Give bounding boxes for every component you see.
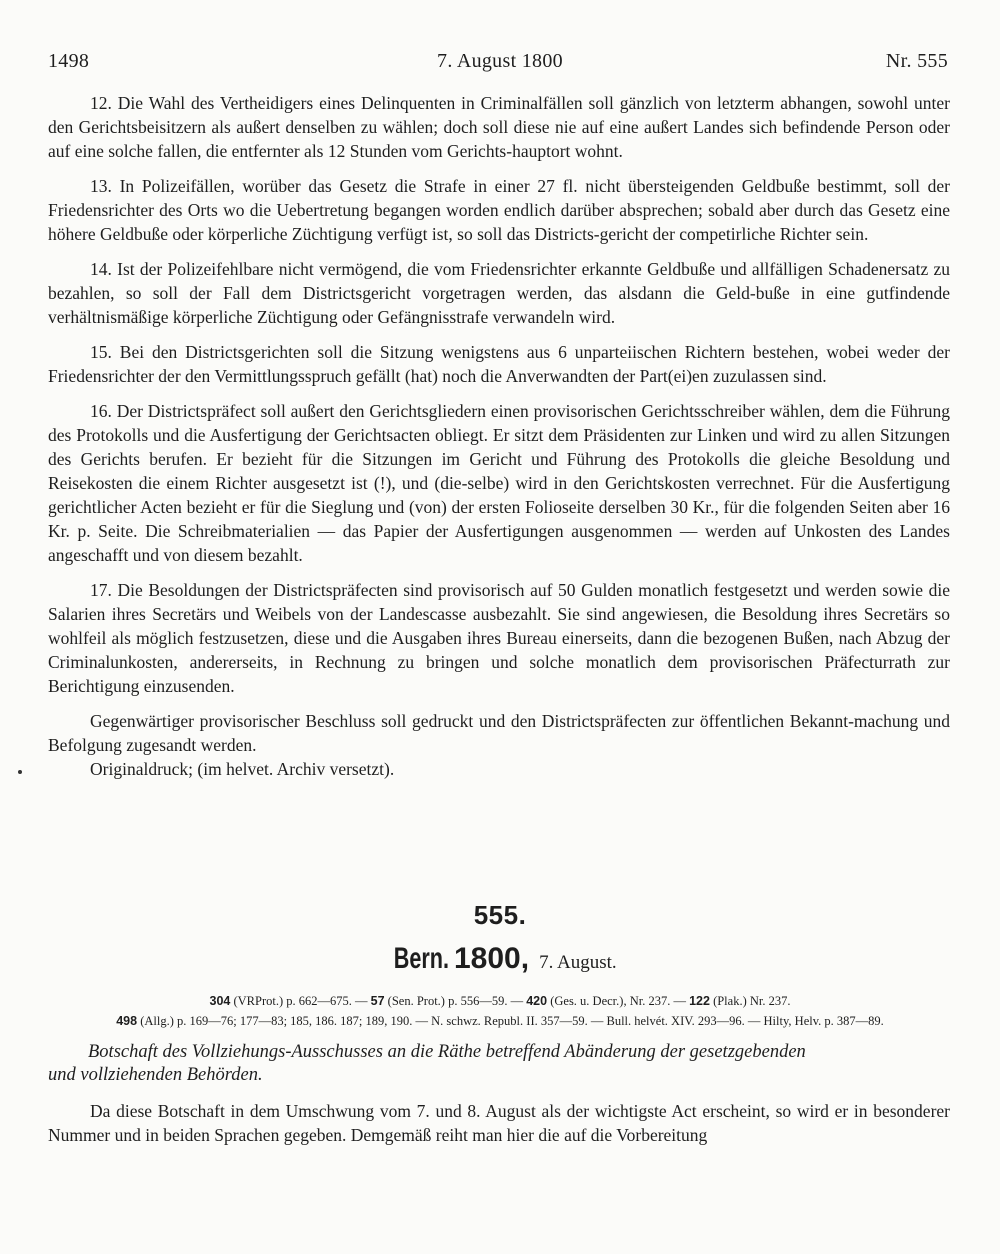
ref-number: 304 bbox=[209, 994, 231, 1008]
ref-number: 57 bbox=[370, 994, 385, 1008]
ref-number: 420 bbox=[526, 994, 548, 1008]
paragraph-16: 16. Der Districtspräfect soll außert den Gerichtsgliedern einen provisorischen Gerichtsschreiber wählen, dem die Führung des Protokolls und die Ausfertigung der Gerichtsacten obliegt. Er sitzt dem Präsidenten zur Linken und wird zu allen Sitzungen des Gerichts berufen. Er bezieht für die Sitzungen im Gericht und Führung des Protokolls die gleiche Besoldung und Reisekosten die einem Richter ausgesetzt ist (!), und (die-selbe) wird in den Gerichtskosten verrechnet. Für die Ausfertigung gerichtlicher Acten bezieht er für die Sieglung und (von) der ersten Folioseite derselben 30 Kr., für die folgenden Seiten aber 16 Kr. p. Seite. Die Schreibmaterialien — das Papier der Ausfertigungen ausgenommen — werden auf Unkosten des Landes angeschafft und von diesem bezahlt. bbox=[48, 401, 950, 565]
ref-number: 498 bbox=[116, 1014, 138, 1028]
paragraph-15: 15. Bei den Districtsgerichten soll die Sitzung wenigstens aus 6 unparteiischen Richtern bestehen, wobei weder der Friedensrichter der den Vermittlungsspruch gefällt (hat) noch die Anverwandten der Part(ei)en zuzulassen sind. bbox=[48, 342, 950, 386]
main-text bbox=[48, 91, 950, 781]
references-line-2 bbox=[0, 1014, 1000, 1029]
paragraph-12: 12. Die Wahl des Vertheidigers eines Delinquenten in Criminalfällen soll gänzlich von letzterm abhangen, sowohl unter den Gerichtsbeisitzern als außert denselben zu wählen; doch soll diese nie auf eine außert Landes sich befindende Person oder auf eine solche fallen, die entfernter als 12 Stunden vom Gerichts-hauptort wohnt. bbox=[48, 93, 950, 161]
dateline-year: 1800, bbox=[454, 942, 530, 975]
closing-decree: Gegenwärtiger provisorischer Beschluss soll gedruckt und den Districtspräfecten zur öffentlichen Bekannt-machung und Befolgung zugesandt werden. bbox=[48, 711, 950, 755]
references-line-1 bbox=[0, 994, 1000, 1009]
ref-text: (VRProt.) p. 662—675. — bbox=[233, 994, 371, 1008]
ref-text: (Ges. u. Decr.), Nr. 237. — bbox=[550, 994, 690, 1008]
source-note: Originaldruck; (im helvet. Archiv versetzt). bbox=[90, 759, 395, 779]
dateline bbox=[0, 942, 1000, 976]
intro-paragraph: Da diese Botschaft in dem Umschwung vom 7. und 8. August als der wichtigste Act erscheint, so wird er in besonderer Nummer und in beiden Sprachen gegeben. Demgemäß reiht man hier die auf die Vorbereitung bbox=[48, 1101, 950, 1145]
ref-text: (Plak.) Nr. 237. bbox=[713, 994, 791, 1008]
pencil-mark bbox=[18, 770, 22, 774]
ref-text: (Allg.) p. 169—76; 177—83; 185, 186. 187; 189, 190. — N. schwz. Republ. II. 357—59. — Bull. helvét. XIV. 293—96. — Hilty, Helv. p. 387—89. bbox=[140, 1014, 884, 1028]
dateline-day: 7. August. bbox=[539, 952, 617, 973]
page-date-header: 7. August 1800 bbox=[437, 50, 563, 72]
closing-text bbox=[48, 1099, 950, 1147]
document-title bbox=[48, 1041, 952, 1087]
title-line-1: Botschaft des Vollziehungs-Ausschusses an die Räthe betreffend Abänderung der gesetzgebenden bbox=[88, 1042, 806, 1062]
page-number: 1498 bbox=[48, 50, 90, 72]
document-heading-number: 555. bbox=[473, 900, 527, 930]
title-line-2: und vollziehenden Behörden. bbox=[48, 1065, 263, 1085]
ref-text: (Sen. Prot.) p. 556—59. — bbox=[387, 994, 527, 1008]
document-number-header: Nr. 555 bbox=[885, 50, 948, 72]
paragraph-13: 13. In Polizeifällen, worüber das Gesetz die Strafe in einer 27 fl. nicht übersteigenden Geldbuße bestimmt, soll der Friedensrichter des Orts wo die Uebertretung begangen worden endlich darüber absprechen; sobald aber durch das Gesetz eine höhere Geldbuße oder körperliche Züchtigung verfügt ist, so soll das Districts-gericht der competirliche Richter sein. bbox=[48, 176, 950, 244]
paragraph-14: 14. Ist der Polizeifehlbare nicht vermögend, die vom Friedensrichter erkannte Geldbuße und allfälligen Schadenersatz zu bezahlen, so soll der Fall dem Districtsgericht vorgetragen werden, das alsdann die Geld-buße in eine gutfindende verhältnismäßige körperliche Züchtigung oder Gefängnisstrafe verwandeln wird. bbox=[48, 259, 950, 327]
dateline-place: Bern. bbox=[394, 942, 450, 975]
paragraph-17: 17. Die Besoldungen der Districtspräfecten sind provisorisch auf 50 Gulden monatlich festgesetzt und werden sowie die Salarien ihres Secretärs und Weibels von der Landescasse ausbezahlt. Sie sind angewiesen, die Besoldung ihres Secretärs so wohlfeil als möglich festzusetzen, diese und die Ausgaben ihres Bureau einerseits, dann die bezogenen Bußen, nach Abzug der Criminalunkosten, andererseits, in Rechnung zu bringen und solche monatlich dem provisorischen Präfecturrath zur Berichtigung einzusenden. bbox=[48, 580, 950, 696]
ref-number: 122 bbox=[689, 994, 710, 1008]
